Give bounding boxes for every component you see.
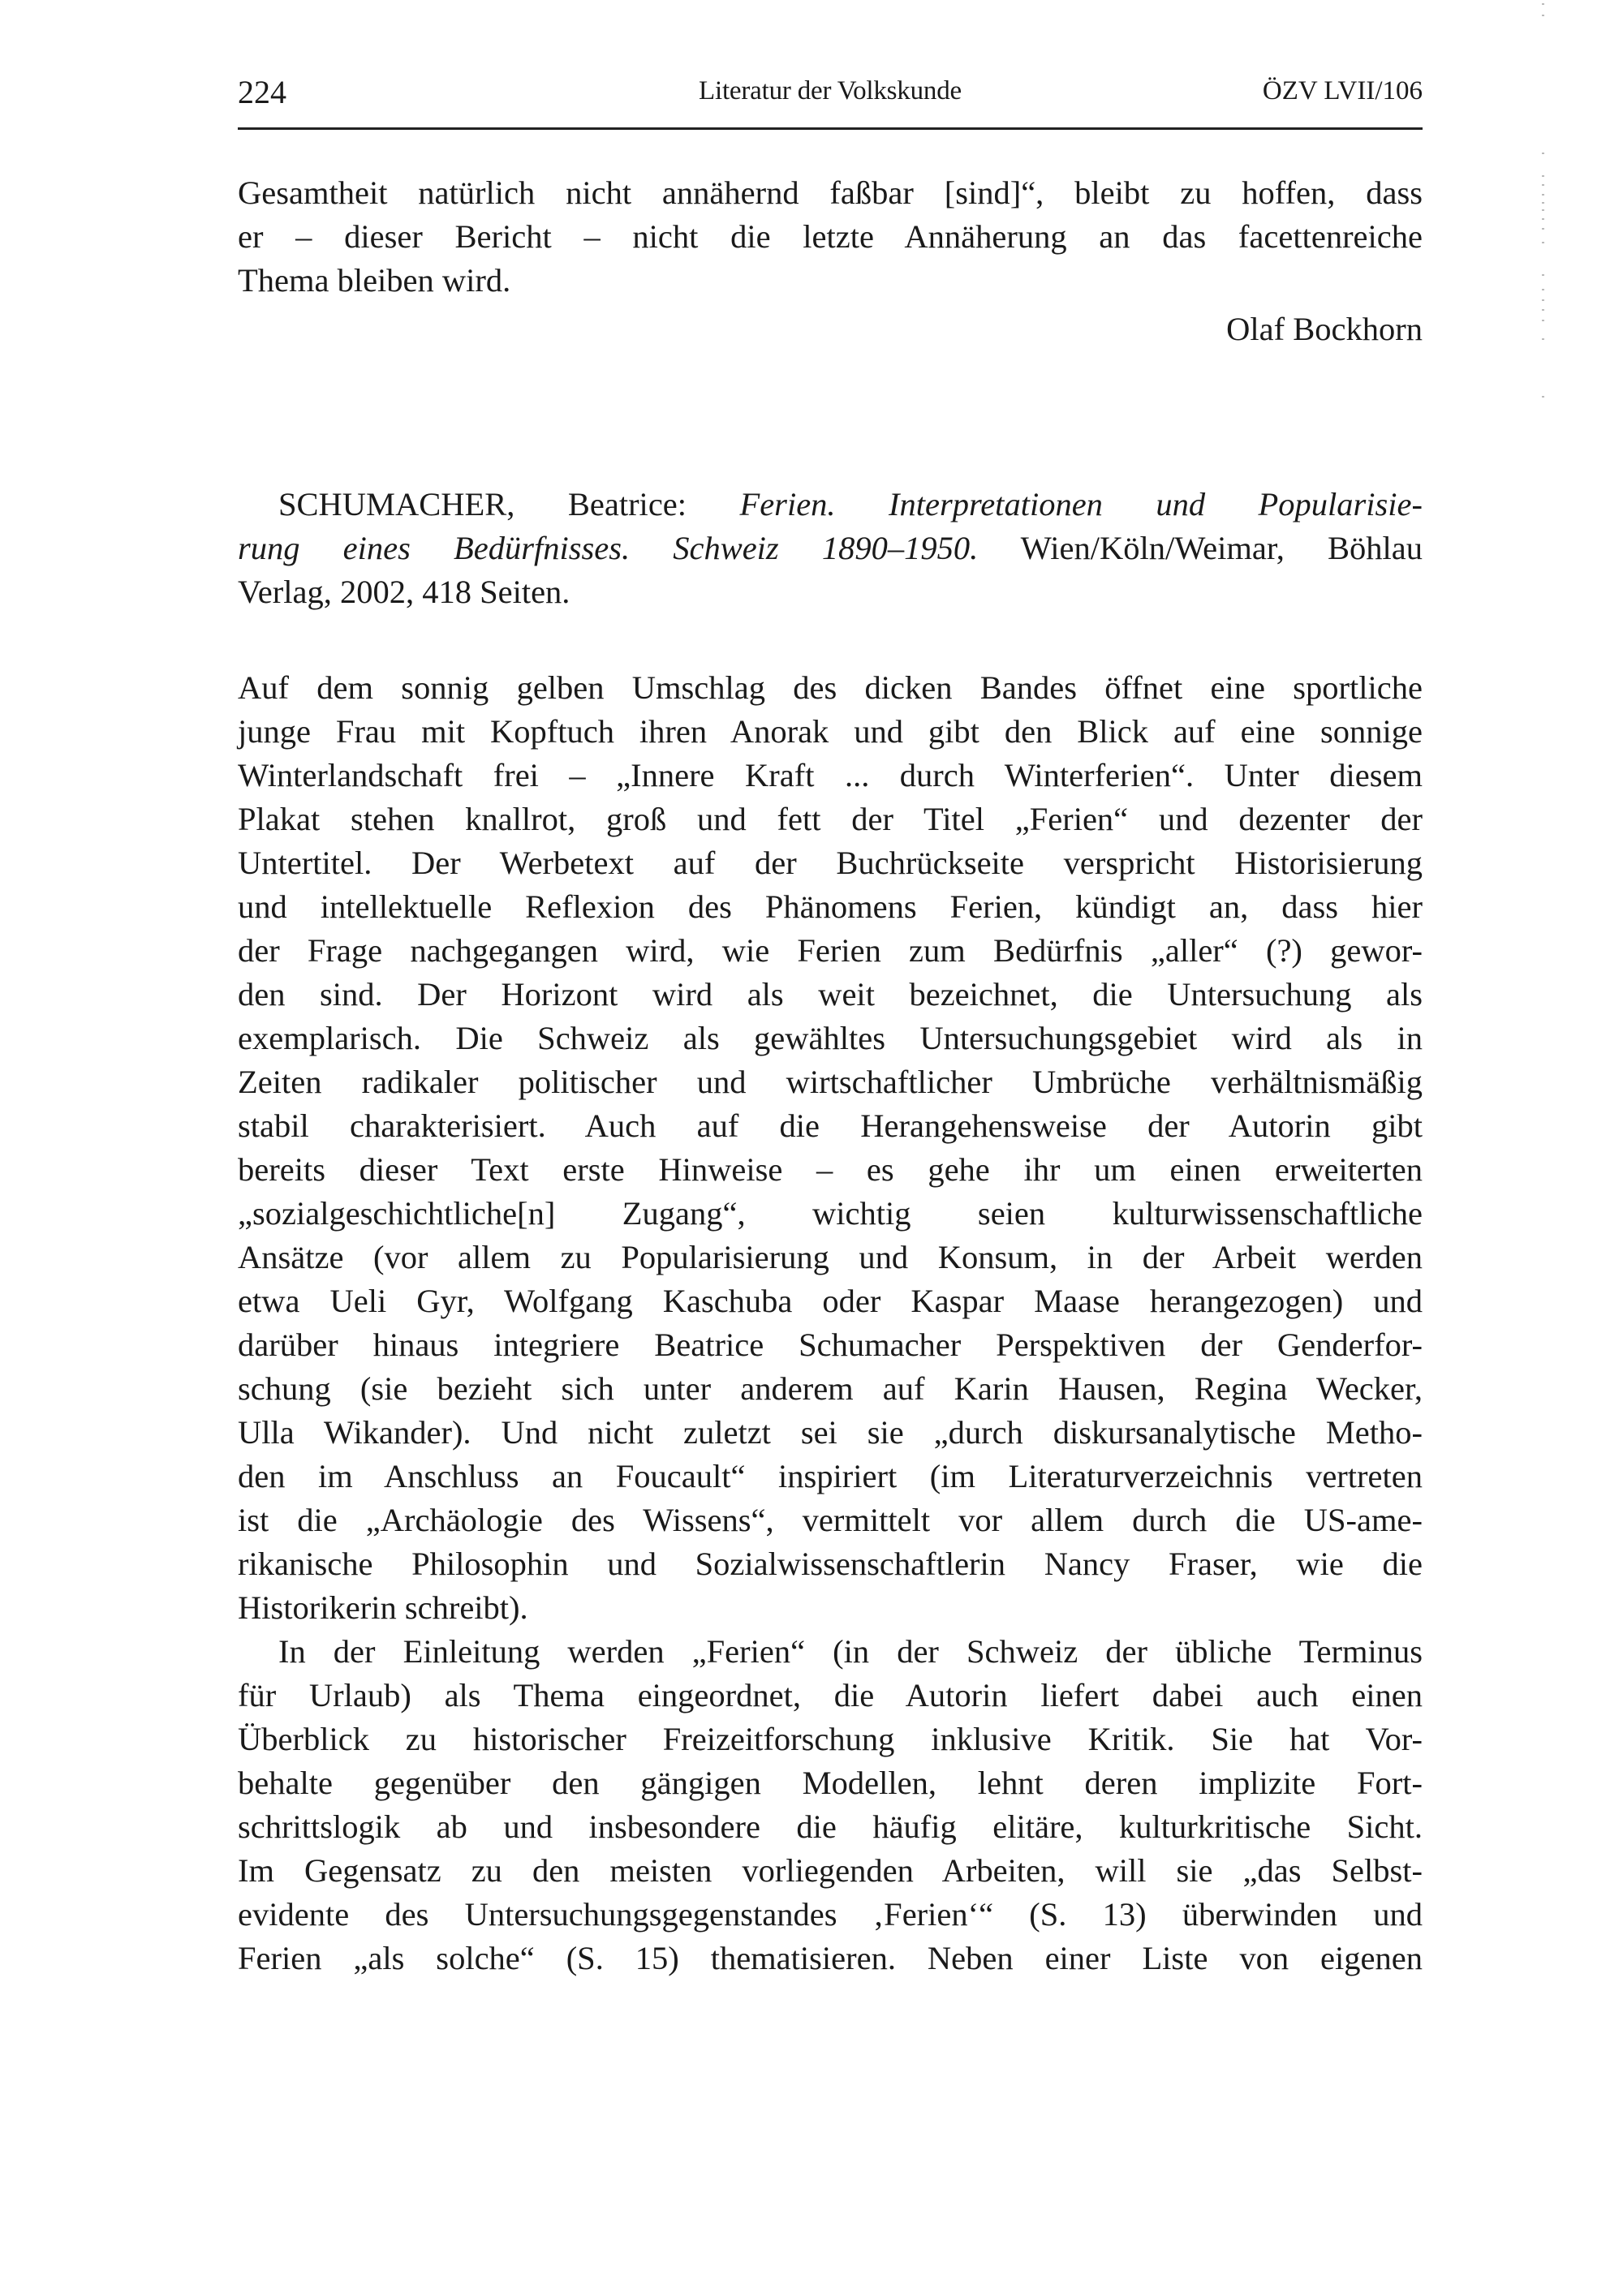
citation-line — [278, 484, 1423, 525]
text-line: schung (sie bezieht sich unter anderem auf Karin Hausen, Regina Wecker, — [238, 1370, 1423, 1407]
text-line: Thema bleiben wird. — [238, 262, 511, 299]
text-line: stabil charakterisiert. Auch auf die Herangehensweise der Autorin gibt — [238, 1107, 1423, 1144]
text-line: den sind. Der Horizont wird als weit bezeichnet, die Untersuchung als — [238, 976, 1423, 1013]
text-line: junge Frau mit Kopftuch ihren Anorak und gibt den Blick auf eine sonnige — [238, 713, 1423, 750]
text-line: für Urlaub) als Thema eingeordnet, die Autorin liefert dabei auch einen — [238, 1677, 1423, 1713]
text-line: Untertitel. Der Werbetext auf der Buchrückseite verspricht Historisierung — [238, 845, 1423, 881]
text-line: In der Einleitung werden „Ferien“ (in der Schweiz der übliche Terminus — [278, 1633, 1423, 1670]
reviewer-signature: Olaf Bockhorn — [1226, 311, 1423, 347]
text-line: Im Gegensatz zu den meisten vorliegenden Arbeiten, will sie „das Selbst- — [238, 1852, 1423, 1889]
text-line: Ansätze (vor allem zu Popularisierung und Konsum, in der Arbeit werden — [238, 1239, 1423, 1275]
text-line: etwa Ueli Gyr, Wolfgang Kaschuba oder Kaspar Maase herangezogen) und — [238, 1283, 1423, 1319]
citation-publisher: Wien/Köln/Weimar, Böhlau — [1020, 530, 1423, 566]
text-line: und intellektuelle Reflexion des Phänomens Ferien, kündigt an, dass hier — [238, 888, 1423, 925]
text-line: evidente des Untersuchungsgegenstandes ‚Ferien‘“ (S. 13) überwinden und — [238, 1896, 1423, 1933]
text-line: Gesamtheit natürlich nicht annähernd faßbar [sind]“, bleibt zu hoffen, dass — [238, 174, 1423, 211]
citation-title: rung eines Bedürfnisses. Schweiz 1890–1950. — [238, 530, 979, 566]
text-line: darüber hinaus integriere Beatrice Schumacher Perspektiven der Genderfor- — [238, 1326, 1423, 1363]
text-line: rikanische Philosophin und Sozialwissenschaftlerin Nancy Fraser, wie die — [238, 1546, 1423, 1582]
running-header — [238, 73, 1423, 114]
header-rule — [238, 127, 1423, 130]
text-line: Historikerin schreibt). — [238, 1589, 528, 1626]
text-line: Überblick zu historischer Freizeitforschung inklusive Kritik. Sie hat Vor- — [238, 1721, 1423, 1757]
citation-line — [238, 528, 1423, 569]
text-line: Auf dem sonnig gelben Umschlag des dicken Bandes öffnet eine sportliche — [238, 669, 1423, 706]
text-line: exemplarisch. Die Schweiz als gewähltes Untersuchungsgebiet wird als in — [238, 1020, 1423, 1056]
text-line: Ferien „als solche“ (S. 15) thematisieren. Neben einer Liste von eigenen — [238, 1940, 1423, 1976]
citation-line: Verlag, 2002, 418 Seiten. — [238, 574, 570, 610]
text-line: schrittslogik ab und insbesondere die häufig elitäre, kulturkritische Sicht. — [238, 1808, 1423, 1845]
page-number: 224 — [238, 74, 286, 110]
text-line: Plakat stehen knallrot, groß und fett der Titel „Ferien“ und dezenter der — [238, 801, 1423, 837]
running-title: Literatur der Volkskunde — [699, 76, 962, 105]
text-line: der Frage nachgegangen wird, wie Ferien zum Bedürfnis „aller“ (?) gewor- — [238, 932, 1423, 969]
text-line: behalte gegenüber den gängigen Modellen, lehnt deren implizite Fort- — [238, 1765, 1423, 1801]
text-line: bereits dieser Text erste Hinweise – es gehe ihr um einen erweiterten — [238, 1151, 1423, 1188]
text-line: er – dieser Bericht – nicht die letzte Annäherung an das facettenreiche — [238, 218, 1423, 255]
citation-author: SCHUMACHER, Beatrice: — [278, 486, 687, 522]
scan-artifact-marks — [1542, 0, 1547, 568]
text-line: ist die „Archäologie des Wissens“, vermittelt vor allem durch die US-ame- — [238, 1502, 1423, 1538]
text-line: „sozialgeschichtliche[n] Zugang“, wichtig seien kulturwissenschaftliche — [238, 1195, 1423, 1232]
text-line: Winterlandschaft frei – „Innere Kraft ... durch Winterferien“. Unter diesem — [238, 757, 1423, 793]
text-line: Zeiten radikaler politischer und wirtschaftlicher Umbrüche verhältnismäßig — [238, 1064, 1423, 1100]
text-line: den im Anschluss an Foucault“ inspiriert (im Literaturverzeichnis vertreten — [238, 1458, 1423, 1494]
journal-reference: ÖZV LVII/106 — [1262, 76, 1423, 105]
text-line: Ulla Wikander). Und nicht zuletzt sei sie „durch diskursanalytische Metho- — [238, 1414, 1423, 1451]
citation-title: Ferien. Interpretationen und Popularisie- — [739, 486, 1423, 522]
